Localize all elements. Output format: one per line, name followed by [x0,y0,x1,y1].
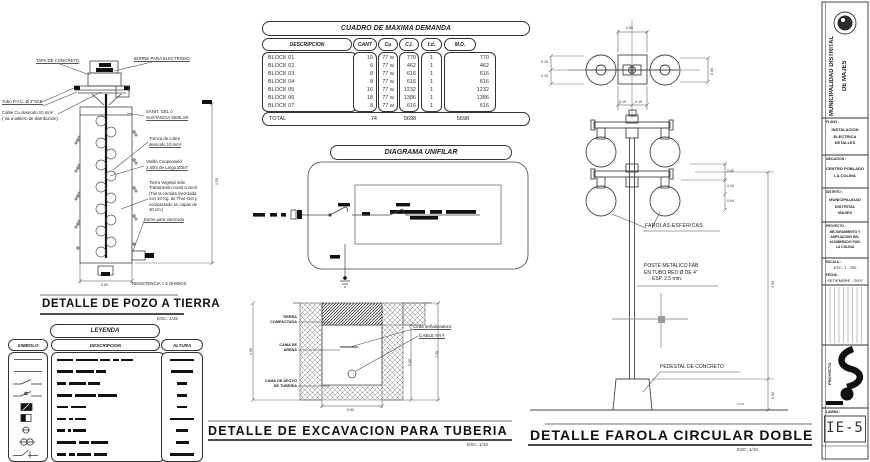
table-cell: 1 [429,71,434,77]
titleblock-fecha-label: FECHA : [826,272,839,277]
farola-drawing [528,20,812,445]
table-cell: 8 [369,103,373,109]
redacted-text-bar [176,441,189,444]
excavacion-label-cama-2: ARENA [283,348,297,352]
titleblock-sheet-number: IE-5 [826,420,864,436]
redacted-text-bar [170,359,194,362]
leyenda-header-descripcion: DESCRIPCION [51,339,160,351]
table-cell: 77 w [382,103,394,109]
table-cell: 770 [406,55,416,61]
pozo-label-sanit-1: SANIT. GEL ó [146,109,173,114]
redacted-text-bar [177,382,187,385]
table-cell: 616 [406,79,416,85]
farola-dim-left1: 0.15 [541,60,548,64]
leyenda-title: LEYENDA [50,324,160,338]
titleblock-plano-1: INSTALACION [831,127,859,132]
pozo-label-tubo: Tubo P.V.C. Ø 2"SAP [2,99,43,104]
table-cell: 8 [369,71,373,77]
legend-altura-bar [162,389,202,401]
table-cell: 77 w [382,95,394,101]
demanda-header-ci: C.I. [399,38,419,51]
pozo-label-borne-inf: Borne para electrodo [144,217,185,222]
far​ola-label-poste-3: ESP. 2.5 mm. [652,276,683,282]
pozo-label-tierra-2: Tratamiento const a venir [149,185,198,191]
redacted-text-bar [57,382,66,385]
pozo-label-trenza-2: desnudo 10 mm² [149,141,182,147]
pozo-title: DETALLE DE POZO A TIERRA [42,298,221,310]
titleblock-proyecto-1: MEJORAMIENTO Y [829,230,861,234]
demanda-total-ci: 5698 [403,116,417,122]
table-cell: 77 w [382,63,394,69]
pozo-label-varilla-1: Varilla Cooperweld [146,159,182,164]
legend-description-bars [57,413,164,425]
titleblock-escala-label: ESCALA : [826,259,841,264]
excavacion-label-tierra-2: COMPACTADA [270,320,297,324]
redacted-text-bar [88,382,100,385]
table-cell: 1232 [476,87,489,93]
pozo-dim-height: 2.50 [215,178,219,185]
table-cell: 1 [429,103,434,109]
excavacion-label-apoyo-1: CAMA DE APOYO [264,379,297,383]
redacted-text-bar [69,382,86,385]
titleblock-org-line1: MUNICIPALIDAD DISTRITAL [829,35,835,117]
legend-description-bars [57,401,164,413]
farola-dim-pole: 4.50 [771,281,775,288]
farola-dim-h1: 0.80 [727,169,734,173]
titleblock-escala-value: ESC. 1 : 250 [833,265,857,270]
legend-description-bars [57,366,164,378]
redacted-text-bar [57,406,68,409]
titleblock-fecha-value: SETIEMBRE - 2007 [827,278,863,283]
redacted-text-bar [73,429,86,432]
farola-dim-ped: 0.50 [771,392,775,399]
excavacion-dim-h2: 1.00 [435,351,439,358]
titleblock-ubicacion-label: UBICACION : [826,156,847,161]
demanda-header-cant: CANT [353,38,377,51]
pozo-label-resistencia: RESISTENCIA < 5 OHMIOS [132,281,187,286]
redacted-text-bar [94,453,107,456]
titleblock-org-line2: DE MAJES [842,60,848,92]
redacted-text-bar [57,453,66,456]
table-cell: 616 [479,79,489,85]
redacted-text-bar [121,359,133,362]
titleblock-proyecto-vertical: PROYECTO [827,362,832,386]
titleblock-proyecto-label: PROYECTO : [826,223,846,228]
titleblock-distrito-1: MUNICIPALIDAD [829,197,861,202]
pozo-label-tapa: TAPA DE CONCRETO [36,58,80,63]
redacted-text-bar [69,418,73,421]
table-cell: 1386 [403,95,416,101]
legend-description-bars [57,448,164,460]
table-cell: 616 [406,103,416,109]
excavacion-dim-inner: 0.60 [408,359,412,366]
farola-label-poste-1: POSTE METALICO FAB [644,263,699,269]
farola-dim-top: 0.60 [626,26,633,30]
excavacion-drawing [208,301,512,440]
legend-altura-bar [162,425,202,437]
redacted-text-bar [113,359,119,362]
legend-description-bars [57,389,164,401]
table-cell: 1232 [403,87,416,93]
redacted-text-bar [76,370,94,373]
excavacion-label-apoyo-2: DE TUBERIA [273,384,297,388]
farola-dim-bot2: 0.19 [635,99,642,104]
legend-description-bars [57,425,164,437]
table-cell: 1 [429,63,434,69]
farola-dim-h2: 0.34 [727,184,734,188]
pozo-label-cable-2: ( Va a tablero de distribución) [2,115,58,121]
demanda-total-label: TOTAL [269,116,287,122]
legend-altura-bar [162,354,202,366]
titleblock-ubicacion-2: LA COLINA [834,172,856,178]
table-cell: 77 w [382,79,394,85]
legend-altura-bar [162,366,202,378]
table-cell: 77 w [382,71,394,77]
table-cell: 1 [429,55,434,61]
demanda-cu-column [378,52,398,112]
titleblock-proyecto-2: AMPLIACION DEL [830,235,860,239]
table-cell: 16 [366,87,373,93]
table-cell: 8 [369,79,373,85]
farola-label-farolas: FAROLAS ESFERICAS [645,223,703,229]
excavacion-scale: ESC. 1/10 [467,442,488,447]
titleblock-proyecto-4: LA COLINA [835,245,855,249]
table-cell: BLOCK 01 [268,55,295,61]
switch2-symbol-icon [9,389,47,401]
redacted-text-bar [177,394,187,397]
pozo-label-varilla-2: 2.40m de Largo Ø3/4" [146,164,189,170]
redacted-text-bar [96,370,106,373]
redacted-text-bar [76,359,98,362]
redacted-text-bar [57,429,65,432]
excavacion-dim-h: 1.00 [249,348,253,355]
redacted-text-bar [57,394,72,397]
table-cell: 462 [479,63,489,69]
pozo-label-tierra-6: 30 cm.) [149,207,164,212]
table-cell: 616 [479,103,489,109]
table-cell: 77 w [382,55,394,61]
table-cell: BLOCK 03 [268,71,295,77]
demanda-cant-column [353,52,377,112]
demanda-ci-column [399,52,419,112]
redacted-text-bar [91,441,108,444]
excavacion-label-cable: CABLE NYY [419,332,445,338]
redacted-text-bar [69,453,75,456]
table-cell: 1 [429,95,434,101]
excavacion-label-cama-1: CAMA DE [279,343,297,347]
excavacion-label-cinta: Cinta señalizadora [413,324,452,329]
municipality-seal [834,12,856,34]
legend-altura-bar [162,437,202,449]
pozo-label-tierra-5: compactado en capas de [149,201,198,207]
titleblock-proyecto-3: ALUMBRADO PUB. [829,240,861,244]
redacted-text-bar [79,441,89,444]
demanda-header-descripcion: DESCRIPCION [262,38,352,51]
legend-description-bars [57,378,164,390]
pozo-label-tierra-4: con 10 Kg. de Thor-Gel y [149,196,197,202]
demanda-title: CUADRO DE MAXIMA DEMANDA [262,21,530,36]
pozo-label-borne-sup: BORNE PARA ELECTRODO [134,56,190,61]
redacted-text-bar [176,429,188,432]
boxhalf-symbol-icon [9,413,47,425]
switch-symbol-icon [9,378,47,390]
leyenda-altura-column [161,352,203,462]
demanda-md-column [444,52,496,112]
redacted-text-bar [100,359,110,362]
farola-scale: ESC. 1/10 [737,447,758,452]
farola-label-poste-2: EN TUBO RED Ø DE 4" [644,269,698,276]
unifilar-drawing [253,162,528,287]
redacted-text-bar [75,394,96,397]
redacted-text-bar [77,453,91,456]
leyenda-simbolo-column [8,352,48,462]
redacted-text-bar [57,441,76,444]
pozo-label-trenza-1: Trenza de cobre [149,136,181,141]
legend-description-bars [57,437,164,449]
farola-title: DETALLE FAROLA CIRCULAR DOBLE [530,427,814,443]
leyenda-header-altura: ALTURA [161,339,203,351]
redacted-text-bar [68,429,71,432]
table-cell: 770 [479,55,489,61]
table-cell: BLOCK 02 [268,63,295,69]
table-cell: BLOCK 05 [268,87,295,93]
table-cell: BLOCK 06 [268,95,295,101]
legend-description-bars [57,354,164,366]
redacted-text-bar [57,370,73,373]
demanda-header-cu: Cu [378,38,398,51]
demanda-total-cant: 74 [370,116,377,122]
titleblock-distrito-2: DISTRITAL [834,203,856,209]
redacted-text-bar [98,394,117,397]
farola-label-pedestal: PEDESTAL DE CONCRETO [660,364,724,370]
table-cell: 616 [406,71,416,77]
farola-dim-h3: 0.94 [727,199,734,203]
pozo-scale: ESC. 1/25 [157,316,178,321]
farola-dim-right: 0.60 [710,68,714,75]
line-symbol-icon [9,366,47,378]
legend-altura-bar [162,378,202,390]
titleblock-ubicacion-1: CENTRO POBLADO [826,166,864,171]
pozo-dim-width: 0.60 [101,282,108,287]
pozo-label-tierra-3: (Tierra cernida mezclada [149,190,197,196]
redacted-text-bar [57,359,73,362]
table-cell: 462 [406,63,416,69]
titleblock-distrito-label: DISTRITO : [826,189,843,194]
demanda-total-md: 5698 [456,116,470,122]
unifilar-title: DIAGRAMA UNIFILAR [330,145,512,160]
cad-crosshair-cursor [612,293,688,348]
ground-symbol-icon [9,448,47,460]
lamp-symbol-icon [9,437,47,449]
demanda-total-row [262,112,530,126]
table-cell: BLOCK 04 [268,79,295,85]
table-cell: BLOCK 07 [268,103,295,109]
redacted-text-bar [71,406,86,409]
titleblock-plano-3: DETALLES [834,140,856,145]
farola-dim-left2: 0.15 [541,74,548,78]
table-cell: 18 [366,95,373,101]
titleblock-lamina-label: LAMINA : [826,409,841,414]
table-cell: 1386 [476,95,489,101]
table-cell: 1 [429,87,434,93]
redacted-text-bar [177,406,187,409]
pozo-label-tierra-1: Tierra Vegetal más [149,180,185,185]
titleblock-plano-2: ELECTRICA [833,133,857,139]
table-cell: 10 [366,55,373,61]
redacted-text-bar [171,370,193,373]
redacted-text-bar [170,418,194,421]
demanda-fd-column [421,52,442,112]
demanda-header-fd: f.d. [421,38,442,51]
excavacion-title: DETALLE DE EXCAVACION PARA TUBERIA [208,424,508,438]
leyenda-descripcion-column [51,352,165,462]
pozo-label-cable-1: Cable Cu desnudo 10 mm² [2,110,54,115]
circle-symbol-icon [9,425,47,437]
legend-altura-bar [162,448,202,460]
redacted-text-bar [170,453,194,456]
table-cell: 77 w [382,87,394,93]
redacted-text-bar [75,418,86,421]
legend-altura-bar [162,413,202,425]
demanda-descripcion-column [262,52,357,112]
table-cell: 6 [369,63,373,69]
pozo-label-sanit-2: SUSTANCIA SIMILAR [146,114,189,120]
leyenda-header-simbolo: SIMBOLO [8,339,48,351]
excavacion-dim-w: 0.60 [347,407,354,412]
excavacion-label-tierra-1: TIERRA [282,315,297,319]
table-cell: 616 [479,71,489,77]
table-cell: 1 [429,79,434,85]
boxfill-symbol-icon [9,401,47,413]
legend-altura-bar [162,401,202,413]
redacted-text-bar [57,418,66,421]
titleblock-plano-label: PLANO : [826,119,840,124]
farola-dim-bot1: 0.19 [619,99,626,104]
demanda-header-md: M.D. [444,38,476,51]
titleblock-distrito-3: MAJES [838,210,852,215]
line-symbol-icon [9,354,47,366]
